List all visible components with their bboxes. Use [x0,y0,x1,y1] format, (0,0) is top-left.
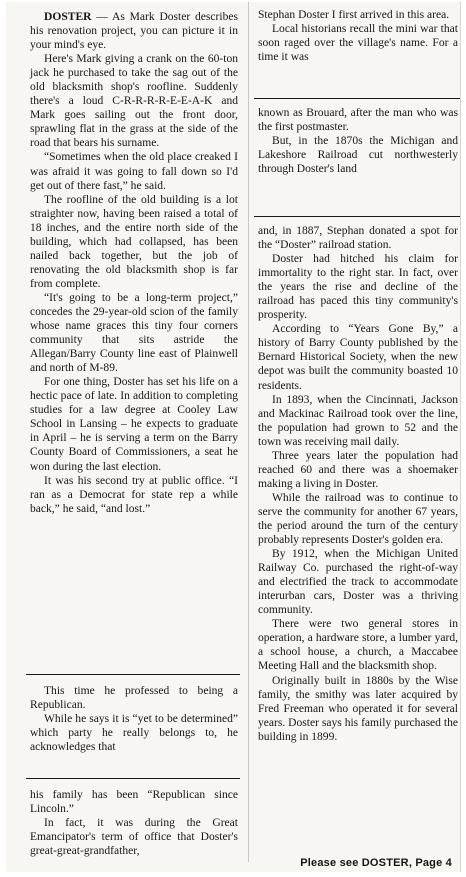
article-column-left [30,10,238,516]
paragraph: There were two general stores in operation, a hardware store, a lumber yard, a school house, a church, a Maccabee Meeting Hall and the blacksmith shop. [258,618,458,673]
dateline: DOSTER [44,11,92,23]
paragraph: This time he professed to being a Republican. [30,685,238,712]
paragraph: and, in 1887, Stephan donated a spot for the “Doster” railroad station. [258,225,458,252]
paragraph: Doster had hitched his claim for immortality to the right star. In fact, over the years the rise and decline of the railroad has paced this tiny community's prosperity. [258,253,458,322]
paragraph: It was his second try at public office. “I ran as a Democrat for state rep a while back,” he said, “and lost.” [30,474,238,515]
column-break-rule [26,674,240,675]
article-column-left-3 [30,788,238,858]
continuation-notice: Please see DOSTER, Page 4 [300,857,452,869]
paragraph: his family has been “Republican since Lincoln.” [30,789,238,816]
paragraph: While the railroad was to continue to serve the community for another 67 years, the period around the turn of the century probably represents Doster's golden era. [258,491,458,547]
column-break-rule [254,98,460,99]
paragraph: Local historians recall the mini war that soon raged over the village's name. For a time it was [258,23,458,64]
column-break-rule [254,216,460,217]
paragraph: For one thing, Doster has set his life on a hectic pace of late. In addition to completing studies for a law degree at Cooley Law School in Lansing – he expects to graduate in April – he is serving a term on the Barry County Board of Commissioners, a seat he won during the last election. [30,376,238,473]
paragraph: But, in the 1870s the Michigan and Lakeshore Railroad cut northwesterly through Doster's land [258,135,458,176]
paragraph: “Sometimes when the old place creaked I was afraid it was going to fall down so I'd get out of there fast,” he said. [30,151,238,192]
paragraph: Here's Mark giving a crank on the 60-ton jack he purchased to take the sag out of the old blacksmith shop's roofline. Suddenly there's a loud C-R-R-R-R-E-E-A-K and Mark goes sailing out the front door, sprawling flat in the grass at the side of the road that bears his surname. [30,53,238,150]
paragraph: — As Mark Doster describes his renovation project, you can picture it in your mind's eye. [30,11,238,52]
column-divider [248,2,249,862]
paragraph: The roofline of the old building is a lot straighter now, having been raised a total of 18 inches, and the entire north side of the building, which had collapsed, has been nailed back together, but the job of renovating the old blacksmith shop is far from complete. [30,193,238,290]
paragraph: Stephan Doster I first arrived in this area. [258,9,450,21]
paragraph: By 1912, when the Michigan United Railway Co. purchased the right-of-way and electrified the track to accommodate interurban cars, Doster was a thriving community. [258,548,458,617]
paragraph: Originally built in 1880s by the Wise family, the smithy was later acquired by Fred Freeman who operated it for several years. Doster says his family purchased the building in 1899. [258,674,458,743]
paragraph: In fact, it was during the Great Emancipator's term of office that Doster's great-great-grandfather, [30,817,238,858]
paragraph: In 1893, when the Cincinnati, Jackson and Mackinac Railroad took over the line, the population had grown to 52 and the town was receiving mail daily. [258,393,458,448]
article-column-right-2 [258,106,458,176]
paragraph: According to “Years Gone By,” a history of Barry County published by the Bernard Historical Society, when the new depot was built the community boasted 10 residents. [258,323,458,392]
article-column-right-1 [258,8,458,64]
paragraph: “It's going to be a long-term project,” concedes the 29-year-old scion of the family whose name graces this tiny four corners community that sits astride the Allegan/Barry County line east of Plainwell and north of M-89. [30,291,238,375]
paragraph: Three years later the population had reached 60 and there was a shoemaker making a living in Doster. [258,449,458,490]
column-break-rule [26,778,240,779]
paragraph: While he says it is “yet to be determined” which party he really belongs to, he acknowledges that [30,713,238,754]
article-column-left-2 [30,684,238,754]
newspaper-clipping [6,2,461,872]
paragraph: known as Brouard, after the man who was the first postmaster. [258,107,458,134]
article-column-right-3 [258,224,458,744]
